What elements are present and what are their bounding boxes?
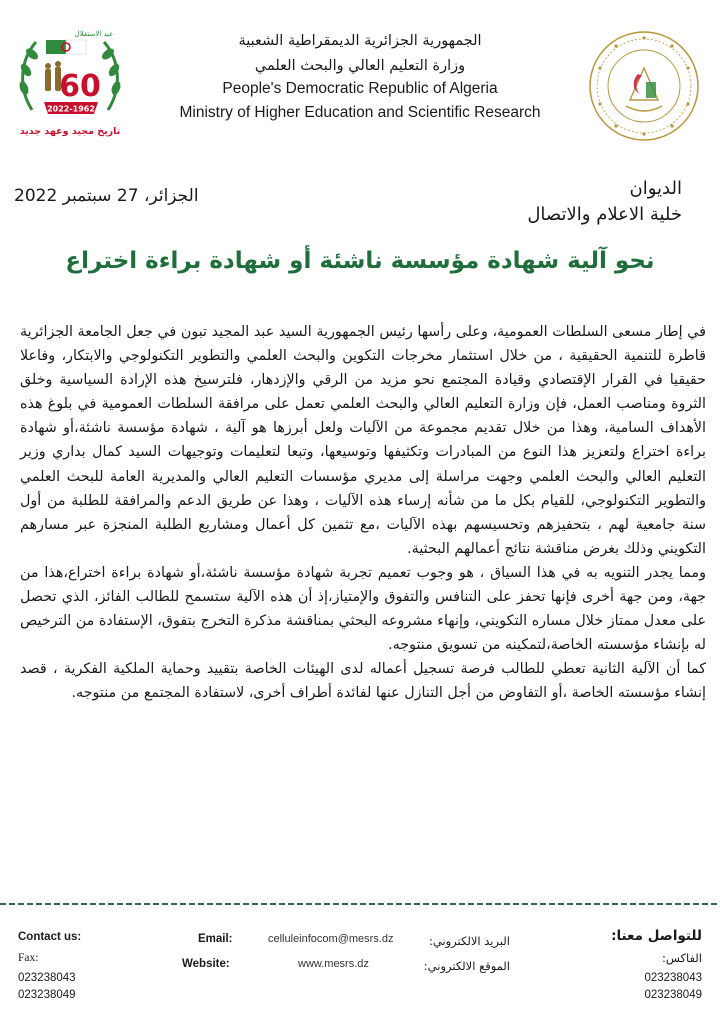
logo-year-range: 2022-1962 <box>47 104 95 114</box>
footer-contact-label-en: Contact us: <box>18 931 82 943</box>
footer-fax-number: 023238049 <box>18 989 76 1001</box>
logo-caption: تاريخ مجيد وعهد جديد <box>19 126 121 137</box>
footer-contact-label-ar: للتواصل معنا: <box>611 928 702 944</box>
header-republic-en: People's Democratic Republic of Algeria <box>222 80 498 97</box>
footer-email-link[interactable]: celluleinfocom@mesrs.dz <box>268 933 394 945</box>
body-paragraph: كما أن الآلية الثانية تعطي للطالب فرصة تسجيل أعماله لدى الهيئات الخاصة بتقييد وحماية الملكية الفكرية ، قصد إنشاء مؤسسته الخاصة ،أو التفاوض من أجل التنازل عنها لفائدة أطراف أخرى، لاستفادة المجتمع من منتوجه. <box>20 661 706 702</box>
national-emblem-icon <box>586 28 702 144</box>
footer-email-label-en: Email: <box>198 933 233 945</box>
footer-website-label-en: Website: <box>182 958 230 970</box>
independence-60-logo <box>14 18 126 140</box>
header-republic-ar: الجمهورية الجزائرية الديمقراطية الشعبية <box>238 33 482 49</box>
footer-fax-label-ar: الفاكس: <box>661 951 702 965</box>
document-body <box>20 320 706 706</box>
footer-website-label-ar: الموقع الالكتروني: <box>423 959 510 973</box>
office-cell-name: خلية الاعلام والاتصال <box>527 204 682 225</box>
independence-emblem-icon <box>14 18 126 140</box>
logo-number: 60 <box>59 69 101 104</box>
body-paragraph: في إطار مسعى السلطات العمومية، وعلى رأسها رئيس الجمهورية السيد عبد المجيد تبون في جعل الجامعة الجزائرية قاطرة للتنمية الحقيقية ، من خلال استثمار مخرجات التكوين والبحث العلمي والتطوير التكنولوجي والابتكار، وفاعلا حقيقيا في القرار الإقتصادي وقيادة المجتمع نحو مزيد من الرقي والإزدهار، فلترسيخ هذه الإرادة السياسية وخلق الثروة ومناصب العمل، فإن وزارة التعليم العالي والبحث العلمي تعمل على مرافقة السلطات العمومية في بلوغ هذه الأهداف السامية، وهذا من خلال تقديم مجموعة من الآليات ولعل أبرزها هو آلية ، شهادة مؤسسة ناشئة،أو شهادة براءة اختراع ولتعزيز هذا النوع من المبادرات وتكثيفها وتوسيعها، وتبعا لتعليمات وتوجيهات السيد كمال بداري وزير التعليم العالي والبحث العلمي وجهت مراسلة إلى مديري مؤسسات التعليم العالي والمديرية العامة للبحث العلمي والتطوير التكنولوجي، للقيام بكل ما من شأنه إرساء هذه الآليات ، وهذا عن طريق الدعم والمرافقة للطلبة من أول سنة جامعية لهم ، بتحفيزهم وتحسيسهم بهذه الآليات ،مع تثمين كل أعمال ومشاريع الطلبة المنجزة عبر مسارهم التكويني وذلك بغرض مناقشة نتائج أعمالهم البحثية. <box>20 324 706 557</box>
header-ministry-en: Ministry of Higher Education and Scientific Research <box>179 104 541 121</box>
press-date: الجزائر، 27 سبتمبر 2022 <box>14 186 199 206</box>
logo-top-text: عيد الاستقلال <box>74 30 114 38</box>
header-ministry-ar: وزارة التعليم العالي والبحث العلمي <box>254 58 466 74</box>
body-paragraph: ومما يجدر التنويه به في هذا السياق ، هو وجوب تعميم تجربة شهادة مؤسسة ناشئة،أو شهادة براءة اختراع،هذا من جهة، ومن جهة أخرى فإنها تحفز على التنافس والتفوق والإمتياز،إذ أن هذه الآلية ستسمح للطالب الفائز، الذي تحصل على معدل ممتاز خلال مساره التكويني، وإنهاء مشروعه البحثي بمناقشة مذكرة التخرج بتفوق، الإستفادة من الترخيص له بإنشاء مؤسسته الخاصة،لتمكينه من تسويق منتوجه. <box>20 564 706 654</box>
footer-fax-number-ar: 023238049 <box>644 989 702 1001</box>
footer-fax-label-en: Fax: <box>18 952 39 964</box>
footer-fax-number: 023238043 <box>18 972 76 984</box>
office-name: الديوان <box>629 178 682 199</box>
document-title: نحو آلية شهادة مؤسسة ناشئة أو شهادة براءة اختراع <box>65 248 655 274</box>
footer-fax-number-ar: 023238043 <box>644 972 702 984</box>
footer-email-label-ar: البريد الالكتروني: <box>428 934 510 948</box>
footer-website-link[interactable]: www.mesrs.dz <box>298 958 369 970</box>
ministry-seal <box>586 28 702 144</box>
footer-divider <box>0 903 720 905</box>
